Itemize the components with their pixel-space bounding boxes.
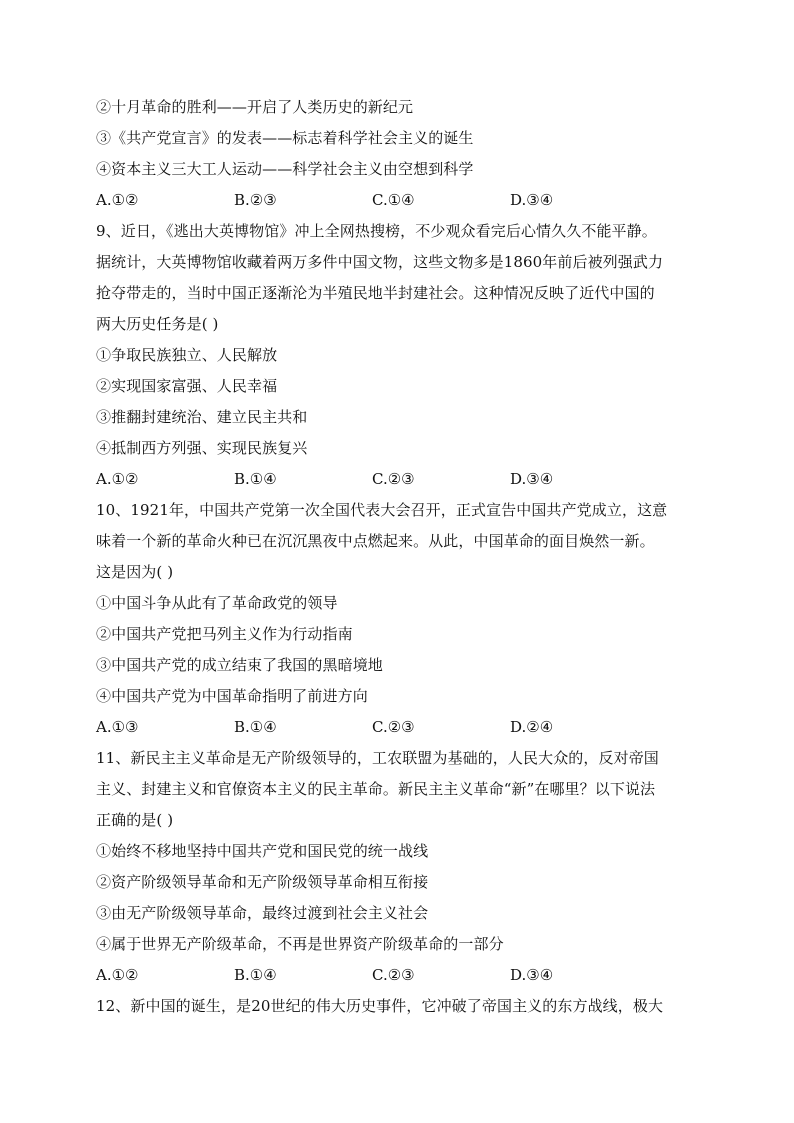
q10-option-d: D.②④ (510, 718, 554, 736)
q10-option-c: C.②③ (372, 718, 415, 736)
q11-stem-line: 主义、封建主义和官僚资本主义的民主革命。新民主主义革命“新”在哪里？以下说法 (96, 780, 656, 798)
q8-options (96, 185, 702, 216)
q9-item-2: ②实现国家富强、人民幸福 (96, 377, 278, 395)
q9-option-d: D.③④ (510, 470, 554, 488)
question-9 (96, 216, 702, 495)
q10-option-b: B.①④ (234, 718, 277, 736)
q11-stem-line: 11、新民主主义革命是无产阶级领导的，工农联盟为基础的，人民大众的，反对帝国 (96, 749, 659, 767)
q11-item-4: ④属于世界无产阶级革命，不再是世界资产阶级革命的一部分 (96, 935, 504, 953)
question-11 (96, 743, 702, 991)
q10-options (96, 712, 702, 743)
q9-option-a: A.①② (96, 470, 139, 488)
q8-option-a: A.①② (96, 191, 139, 209)
q11-item-2: ②资产阶级领导革命和无产阶级领导革命相互衔接 (96, 873, 429, 891)
q9-stem-line: 据统计，大英博物馆收藏着两万多件中国文物，这些文物多是1860年前后被列强武力 (96, 253, 664, 271)
q11-option-a: A.①② (96, 966, 139, 984)
q9-stem-line: 9、近日，《逃出大英博物馆》冲上全网热搜榜，不少观众看完后心情久久不能平静。 (96, 222, 657, 240)
q12-stem-line: 12、新中国的诞生，是20世纪的伟大历史事件，它冲破了帝国主义的东方战线，极大 (96, 997, 664, 1015)
q10-item-3: ③中国共产党的成立结束了我国的黑暗境地 (96, 656, 383, 674)
question-8-tail (96, 92, 702, 216)
q11-stem-line: 正确的是( ) (96, 811, 174, 829)
q11-options (96, 960, 702, 991)
q10-item-1: ①中国斗争从此有了革命政党的领导 (96, 594, 338, 612)
q10-stem-line: 10、1921年，中国共产党第一次全国代表大会召开，正式宣告中国共产党成立，这意 (96, 501, 668, 519)
q11-option-c: C.②③ (372, 966, 415, 984)
q9-options (96, 464, 702, 495)
question-10 (96, 495, 702, 743)
q9-option-c: C.②③ (372, 470, 415, 488)
q9-stem-line: 抢夺带走的，当时中国正逐渐沦为半殖民地半封建社会。这种情况反映了近代中国的 (96, 284, 655, 302)
q10-stem-line: 味着一个新的革命火种已在沉沉黑夜中点燃起来。从此，中国革命的面目焕然一新。 (96, 532, 655, 550)
exam-page (96, 92, 702, 1022)
q8-option-d: D.③④ (510, 191, 554, 209)
q10-option-a: A.①③ (96, 718, 139, 736)
q9-stem-line: 两大历史任务是( ) (96, 315, 219, 333)
q9-item-1: ①争取民族独立、人民解放 (96, 346, 278, 364)
q10-item-2: ②中国共产党把马列主义作为行动指南 (96, 625, 353, 643)
q11-item-1: ①始终不移地坚持中国共产党和国民党的统一战线 (96, 842, 429, 860)
q11-option-d: D.③④ (510, 966, 554, 984)
q9-item-3: ③推翻封建统治、建立民主共和 (96, 408, 308, 426)
q10-item-4: ④中国共产党为中国革命指明了前进方向 (96, 687, 368, 705)
q8-item-4: ④资本主义三大工人运动——科学社会主义由空想到科学 (96, 160, 474, 178)
q11-item-3: ③由无产阶级领导革命，最终过渡到社会主义社会 (96, 904, 429, 922)
q11-option-b: B.①④ (234, 966, 277, 984)
q8-item-3: ③《共产党宣言》的发表——标志着科学社会主义的诞生 (96, 129, 474, 147)
q10-stem-line: 这是因为( ) (96, 563, 174, 581)
q8-item-2: ②十月革命的胜利——开启了人类历史的新纪元 (96, 98, 414, 116)
question-12 (96, 991, 702, 1022)
q8-option-b: B.②③ (234, 191, 277, 209)
q8-option-c: C.①④ (372, 191, 415, 209)
q9-item-4: ④抵制西方列强、实现民族复兴 (96, 439, 308, 457)
q9-option-b: B.①④ (234, 470, 277, 488)
